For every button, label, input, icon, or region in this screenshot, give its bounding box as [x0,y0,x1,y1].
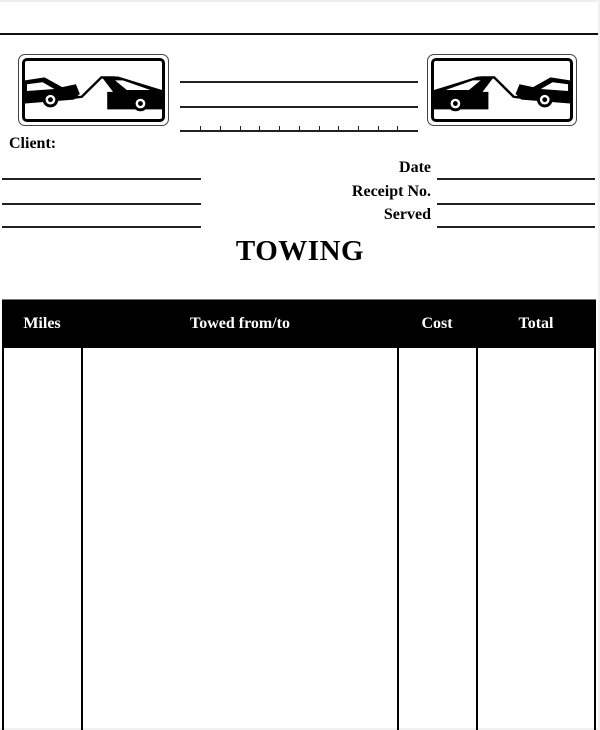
document-title: TOWING [235,235,365,267]
tow-truck-sign-left [18,54,169,126]
tow-truck-sign-icon [25,61,162,119]
tow-truck-sign-right [427,54,577,126]
column-border [81,347,83,730]
column-border [594,347,596,730]
date-label: Date [399,159,431,176]
towing-table [2,299,596,730]
served-field[interactable] [437,226,595,228]
tick-mark [200,126,201,130]
column-header-towed-from-to: Towed from/to [190,315,290,332]
column-header-cost: Cost [421,315,453,332]
client-line-3[interactable] [2,226,201,228]
client-label: Client: [9,135,57,152]
tick-mark [338,126,339,130]
column-border [476,347,478,730]
tick-mark [259,126,260,130]
tick-mark [279,126,280,130]
column-header-miles: Miles [23,315,61,332]
table-header [2,299,596,348]
header-blank-line-3[interactable] [180,130,418,132]
date-field[interactable] [437,178,595,180]
column-border [397,347,399,730]
receipt-no-label: Receipt No. [351,183,431,200]
top-edge [0,0,600,2]
tick-mark [220,126,221,130]
tow-truck-sign-icon [434,61,570,119]
client-line-1[interactable] [2,178,201,180]
column-header-total: Total [518,315,554,332]
tick-mark [240,126,241,130]
receipt-no-field[interactable] [437,203,595,205]
served-label: Served [383,206,431,223]
header-blank-line-1[interactable] [180,81,418,83]
tick-mark [358,126,359,130]
tick-mark [319,126,320,130]
column-border [2,347,4,730]
tick-mark [397,126,398,130]
tick-mark [378,126,379,130]
header-blank-line-2[interactable] [180,106,418,108]
top-divider [0,33,598,35]
tick-mark [299,126,300,130]
client-line-2[interactable] [2,203,201,205]
